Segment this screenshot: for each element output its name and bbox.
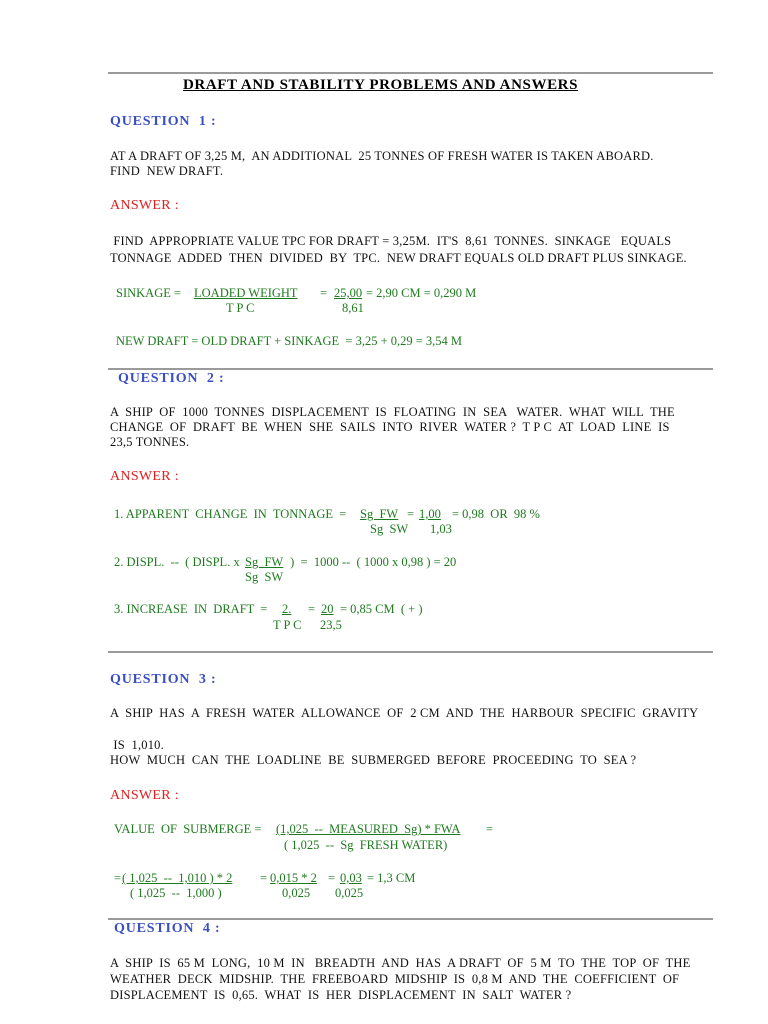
- answer-3-label: ANSWER :: [110, 788, 179, 803]
- question-3-heading: QUESTION 3 :: [110, 672, 217, 687]
- step-3-result: = 0,85 CM ( + ): [340, 602, 423, 616]
- calc-equals: =: [114, 871, 122, 885]
- question-2-line-2: CHANGE OF DRAFT BE WHEN SHE SAILS INTO RIVER WATER ? T P C AT LOAD LINE IS: [110, 420, 670, 434]
- calc-2-denominator: 0,025: [282, 886, 311, 900]
- calc-equals-3: =: [328, 871, 336, 885]
- question-2-line-3: 23,5 TONNES.: [110, 435, 190, 449]
- sinkage-value-numerator: 25,00: [334, 286, 363, 300]
- new-draft-formula: NEW DRAFT = OLD DRAFT + SINKAGE = 3,25 + 0,29 = 3,54 M: [116, 334, 463, 348]
- divider-1: [108, 368, 713, 370]
- step-1-label: 1. APPARENT CHANGE IN TONNAGE =: [114, 507, 347, 521]
- calc-3-denominator: 0,025: [335, 886, 364, 900]
- step-2-numerator: Sg FW: [245, 555, 284, 569]
- submerge-denominator: ( 1,025 -- Sg FRESH WATER): [284, 838, 448, 852]
- question-3-line-3: HOW MUCH CAN THE LOADLINE BE SUBMERGED BEFORE PROCEEDING TO SEA ?: [110, 753, 637, 767]
- divider-2: [108, 651, 713, 653]
- page-title: DRAFT AND STABILITY PROBLEMS AND ANSWERS: [183, 77, 579, 93]
- answer-1-label: ANSWER :: [110, 198, 179, 213]
- sinkage-value-denominator: 8,61: [342, 301, 364, 315]
- sinkage-equals: =: [320, 286, 328, 300]
- calc-numerator: ( 1,025 -- 1,010 ) * 2: [122, 871, 233, 885]
- sinkage-denominator: T P C: [226, 301, 255, 315]
- answer-1-line-1: FIND APPROPRIATE VALUE TPC FOR DRAFT = 3,25M. IT'S 8,61 TONNES. SINKAGE EQUALS: [110, 234, 672, 248]
- step-2-denominator: Sg SW: [245, 570, 284, 584]
- question-1-line-2: FIND NEW DRAFT.: [110, 164, 224, 178]
- question-4-heading: QUESTION 4 :: [114, 921, 221, 936]
- calc-2-numerator: 0,015 * 2: [270, 871, 317, 885]
- top-divider: [108, 72, 713, 74]
- sinkage-result: = 2,90 CM = 0,290 M: [366, 286, 477, 300]
- question-3-line-1: A SHIP HAS A FRESH WATER ALLOWANCE OF 2 CM AND THE HARBOUR SPECIFIC GRAVITY: [110, 706, 699, 720]
- question-2-line-1: A SHIP OF 1000 TONNES DISPLACEMENT IS FLOATING IN SEA WATER. WHAT WILL THE: [110, 405, 675, 419]
- step-1-numerator: Sg FW: [360, 507, 399, 521]
- step-1-result: = 0,98 OR 98 %: [452, 507, 540, 521]
- step-3-numerator: 2.: [282, 602, 292, 616]
- question-4-line-2: WEATHER DECK MIDSHIP. THE FREEBOARD MIDSHIP IS 0,8 M AND THE COEFFICIENT OF: [110, 972, 680, 986]
- calc-denominator: ( 1,025 -- 1,000 ): [130, 886, 222, 900]
- step-1-equals: =: [407, 507, 415, 521]
- step-3-value-numerator: 20: [321, 602, 334, 616]
- step-1-denominator: Sg SW: [370, 522, 409, 536]
- question-4-line-1: A SHIP IS 65 M LONG, 10 M IN BREADTH AND HAS A DRAFT OF 5 M TO THE TOP OF THE: [110, 956, 691, 970]
- question-4-line-3: DISPLACEMENT IS 0,65. WHAT IS HER DISPLACEMENT IN SALT WATER ?: [110, 988, 572, 1002]
- step-1-value-denominator: 1,03: [430, 522, 452, 536]
- step-3-equals: =: [308, 602, 316, 616]
- calc-equals-2: =: [260, 871, 268, 885]
- question-1-heading: QUESTION 1 :: [110, 114, 217, 129]
- step-2-result: ) = 1000 -- ( 1000 x 0,98 ) = 20: [287, 555, 457, 569]
- question-3-line-2: IS 1,010.: [110, 738, 164, 752]
- step-3-value-denominator: 23,5: [320, 618, 342, 632]
- answer-2-label: ANSWER :: [110, 469, 179, 484]
- step-3-denominator: T P C: [273, 618, 302, 632]
- sinkage-label: SINKAGE =: [116, 286, 182, 300]
- step-1-value-numerator: 1,00: [419, 507, 441, 521]
- calc-3-numerator: 0,03: [340, 871, 362, 885]
- calc-result: = 1,3 CM: [367, 871, 416, 885]
- submerge-label: VALUE OF SUBMERGE =: [114, 822, 262, 836]
- step-2-label: 2. DISPL. -- ( DISPL. x: [114, 555, 240, 569]
- answer-1-line-2: TONNAGE ADDED THEN DIVIDED BY TPC. NEW DRAFT EQUALS OLD DRAFT PLUS SINKAGE.: [110, 251, 687, 265]
- divider-3: [108, 918, 713, 920]
- submerge-equals: =: [486, 822, 494, 836]
- submerge-numerator: (1,025 -- MEASURED Sg) * FWA: [276, 822, 461, 836]
- question-1-line-1: AT A DRAFT OF 3,25 M, AN ADDITIONAL 25 TONNES OF FRESH WATER IS TAKEN ABOARD.: [110, 149, 654, 163]
- sinkage-numerator: LOADED WEIGHT: [194, 286, 298, 300]
- step-3-label: 3. INCREASE IN DRAFT =: [114, 602, 268, 616]
- question-2-heading: QUESTION 2 :: [118, 371, 225, 386]
